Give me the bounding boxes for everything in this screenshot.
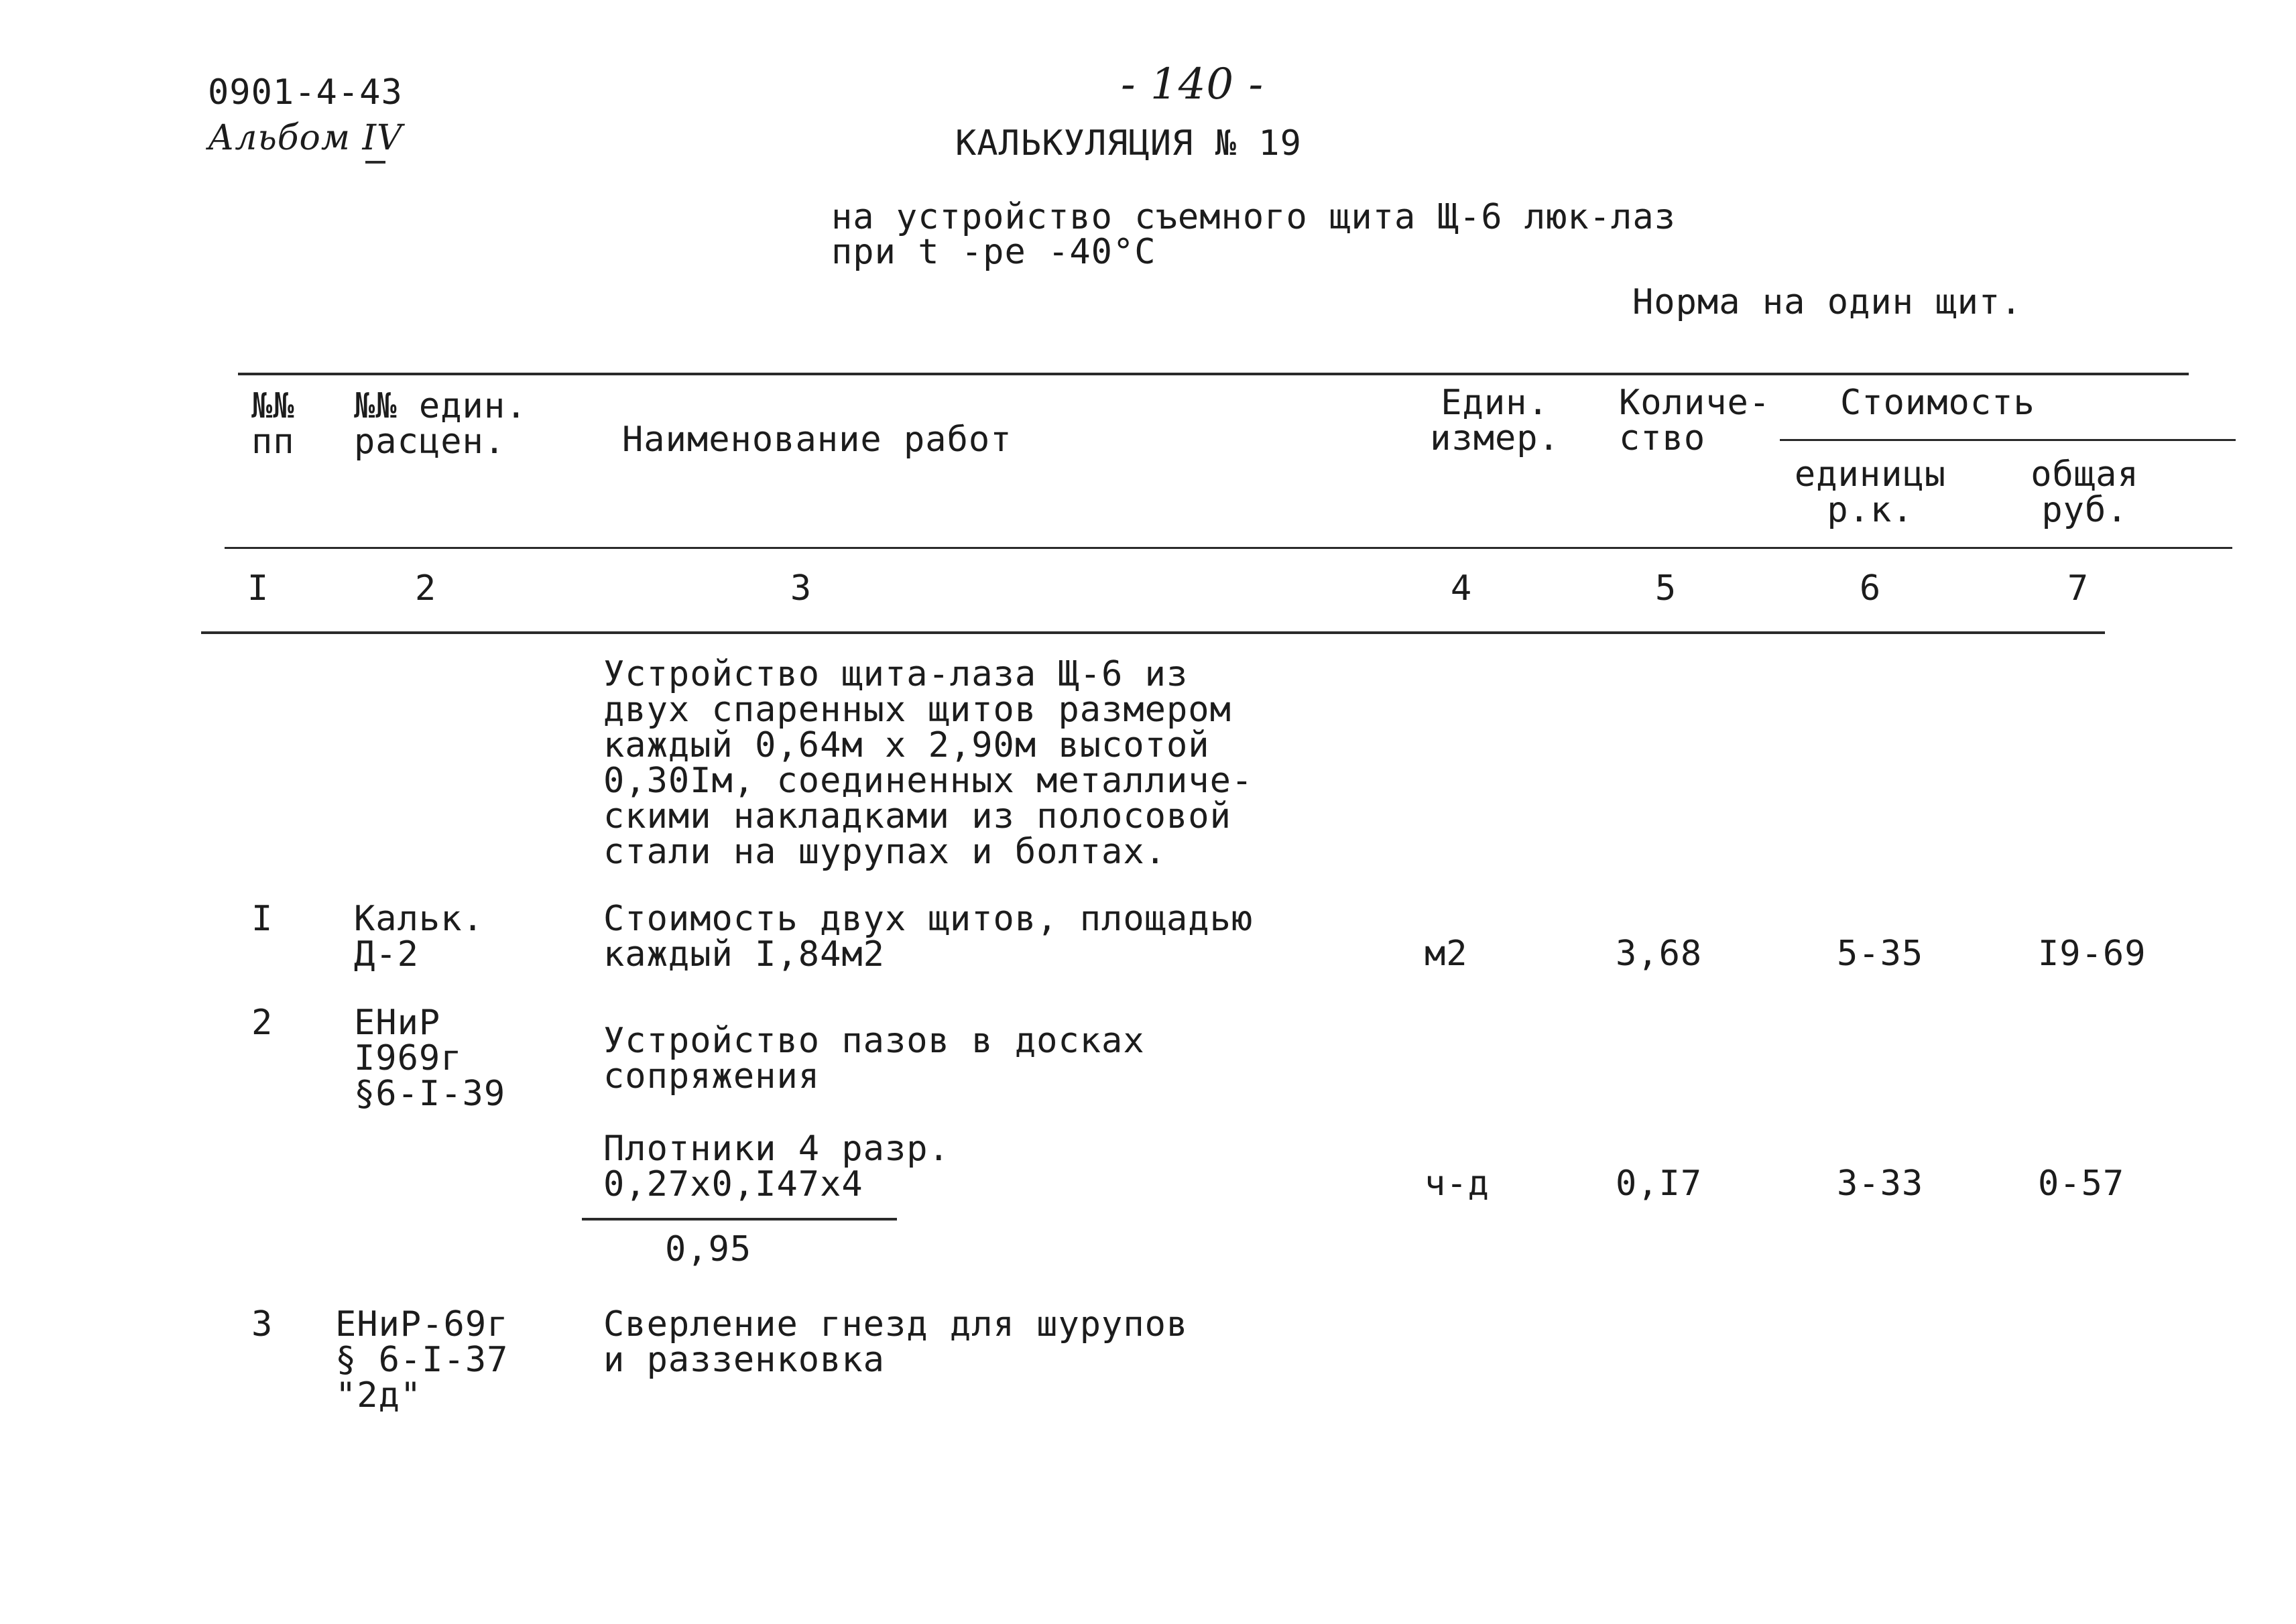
page-title: КАЛЬКУЛЯЦИЯ № 19	[955, 123, 1302, 164]
row-1-unit-cost: 5-35	[1837, 934, 1924, 974]
row-2-labor-calculation: Плотники 4 разр. 0,27х0,I47х4	[603, 1129, 950, 1204]
row-3-work-name: Сверление гнезд для шурупов и раззенковка	[603, 1304, 1189, 1380]
row-2-total-cost: 0-57	[2038, 1164, 2125, 1204]
row-1-total-cost: I9-69	[2038, 934, 2147, 974]
column-number-2: 2	[414, 568, 437, 609]
header-bottom-rule	[225, 547, 2232, 549]
work-description: Устройство щита-лаза Щ-6 из двух спаренных щитов размером каждый 0,64м х 2,90м высотой 0,30Iм, соединенных металличе- скими накладками из полосовой стали на шурупах и болтах.	[603, 654, 1254, 872]
row-1-rate-reference: Кальк. Д-2	[354, 899, 484, 975]
header-cost-group: Стоимость	[1840, 383, 2035, 423]
column-number-3: 3	[790, 568, 812, 609]
row-2-calculation-result: 0,95	[665, 1229, 752, 1269]
table-top-rule	[238, 373, 2189, 375]
row-1-work-name: Стоимость двух щитов, площадью каждый I,84м2	[603, 899, 1254, 975]
row-2-unit: ч-д	[1425, 1164, 1490, 1204]
column-number-5: 5	[1654, 568, 1677, 609]
header-quantity: Количе- ство	[1619, 383, 1771, 458]
header-rate-number: №№ един. расцен.	[354, 386, 528, 462]
row-1-number: I	[251, 899, 274, 939]
header-unit: Един. измер.	[1430, 383, 1560, 458]
row-3-rate-reference: ЕНиР-69г § 6-I-37 "2д"	[335, 1304, 509, 1416]
header-total-cost: общая руб.	[2031, 454, 2139, 530]
row-2-unit-cost: 3-33	[1837, 1164, 1924, 1204]
column-number-4: 4	[1450, 568, 1473, 609]
row-2-number: 2	[251, 1003, 274, 1043]
header-row-number: №№ пп	[251, 386, 295, 462]
norm-label: Норма на один щит.	[1632, 282, 2022, 322]
column-number-1: I	[247, 568, 269, 609]
page-number: - 140 -	[1121, 60, 1264, 109]
row-2-rate-reference: ЕНиР I969г §6-I-39	[354, 1003, 506, 1114]
row-2-quantity: 0,I7	[1616, 1164, 1703, 1204]
album-label: Альбом IV	[208, 118, 403, 158]
header-unit-cost: единицы р.к.	[1794, 454, 1947, 530]
cost-group-rule	[1780, 439, 2236, 441]
row-1-unit: м2	[1425, 934, 1468, 974]
document-code: 0901-4-43	[208, 72, 403, 113]
header-work-name: Наименование работ	[622, 420, 1012, 460]
subtitle-line-2: при t -ре -40°С	[831, 232, 1156, 272]
album-underline	[365, 161, 385, 164]
calculation-divider	[582, 1218, 897, 1221]
row-3-number: 3	[251, 1304, 274, 1345]
column-number-6: 6	[1859, 568, 1882, 609]
column-numbers-rule	[201, 631, 2105, 634]
subtitle-line-1: на устройство съемного щита Щ-6 люк-лаз	[831, 197, 1676, 237]
column-number-7: 7	[2067, 568, 2090, 609]
row-1-quantity: 3,68	[1616, 934, 1703, 974]
row-2-work-name: Устройство пазов в досках сопряжения	[603, 1021, 1145, 1097]
